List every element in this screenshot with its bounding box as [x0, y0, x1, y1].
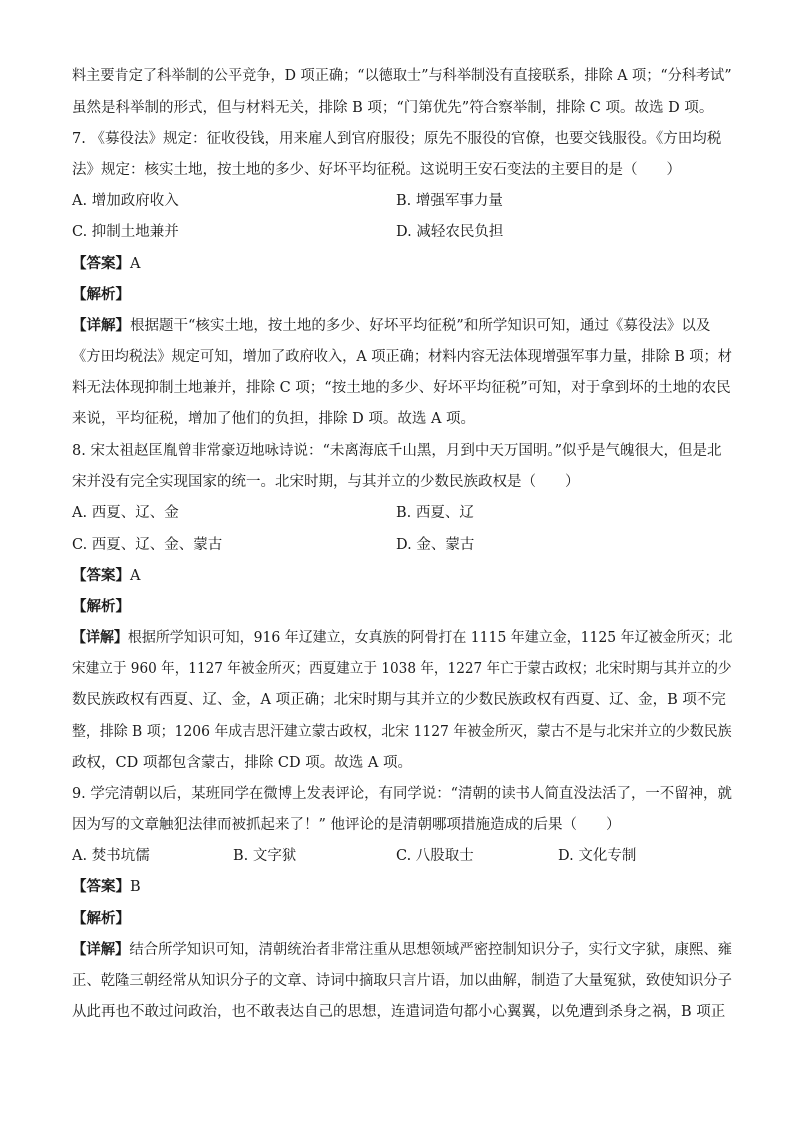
q9-analysis-tag: 【解析】 — [72, 911, 130, 927]
q8-detail-line-3: 数民族政权有西夏、辽、金，A 项正确；北宋时期与其并立的少数民族政权有西夏、辽、金，B 项不完 — [72, 692, 726, 708]
q7-detail-line-3: 料无法体现抑制土地兼并，排除 C 项；“按土地的多少、好坏平均征税”可知，对于拿到坏的土地的农民 — [72, 380, 731, 396]
q8-detail-line-5: 政权，CD 项都包含蒙古，排除 CD 项。故选 A 项。 — [72, 755, 412, 771]
q8-option-c: C. 西夏、辽、金、蒙古 — [72, 537, 223, 553]
q7-stem-line-1: 7. 《募役法》规定：征收役钱，用来雇人到官府服役；原先不服役的官僚，也要交钱服役。《方田均税 — [72, 131, 722, 147]
q6-analysis-line-2: 虽然是科举制的形式，但与材料无关，排除 B 项；“门第优先”符合察举制，排除 C 项。故选 D 项。 — [72, 100, 714, 116]
answer-tag: 【答案】 — [72, 879, 130, 895]
q9-answer — [72, 877, 141, 897]
q8-analysis-tag: 【解析】 — [72, 599, 130, 615]
q8-detail-line-4: 整，排除 B 项；1206 年成吉思汗建立蒙古政权，北宋 1127 年被金所灭，蒙古不是与北宋并立的少数民族 — [72, 724, 732, 740]
detail-tag: 【详解】 — [72, 630, 128, 646]
q8-detail-line-1: 【详解】根据所学知识可知，916 年辽建立，女真族的阿骨打在 1115 年建立金，1125 年辽被金所灭；北 — [72, 630, 733, 646]
q7-option-c: C. 抑制土地兼并 — [72, 224, 179, 240]
answer-value: A — [130, 568, 141, 584]
q8-option-d: D. 金、蒙古 — [396, 537, 475, 553]
q8-stem-line-2: 宋并没有完全实现国家的统一。北宋时期，与其并立的少数民族政权是（ ） — [72, 474, 580, 490]
q9-option-a: A. 焚书坑儒 — [72, 848, 150, 864]
q8-option-b: B. 西夏、辽 — [396, 505, 474, 521]
detail-tag: 【详解】 — [72, 318, 130, 334]
q9-option-c: C. 八股取士 — [396, 848, 474, 864]
q7-option-a: A. 增加政府收入 — [72, 193, 179, 209]
q7-detail-line-1: 【详解】根据题干“核实土地，按土地的多少、好坏平均征税”和所学知识可知，通过《募役法》以及 — [72, 318, 711, 334]
q8-answer — [72, 566, 140, 586]
q7-stem-line-2: 法》规定：核实土地，按土地的多少、好坏平均征税。这说明王安石变法的主要目的是（ ） — [72, 162, 681, 178]
q9-detail-line-2: 正、乾隆三朝经常从知识分子的文章、诗词中摘取只言片语，加以曲解，制造了大量冤狱，致使知识分子 — [72, 973, 732, 989]
q9-option-d: D. 文化专制 — [558, 848, 637, 864]
answer-tag: 【答案】 — [72, 568, 130, 584]
answer-value: A — [130, 256, 141, 272]
answer-tag: 【答案】 — [72, 256, 130, 272]
q7-answer — [72, 254, 140, 274]
q8-detail-line-2: 宋建立于 960 年，1127 年被金所灭；西夏建立于 1038 年，1227 年亡于蒙古政权；北宋时期与其并立的少 — [72, 661, 732, 677]
q7-detail-line-4: 来说，平均征税，增加了他们的负担，排除 D 项。故选 A 项。 — [72, 411, 476, 427]
q7-analysis-tag: 【解析】 — [72, 287, 130, 303]
q8-stem-line-1: 8. 宋太祖赵匡胤曾非常豪迈地咏诗说：“未离海底千山黑，月到中天万国明。”似乎是气魄很大，但是北 — [72, 443, 722, 459]
q6-analysis-line-1: 料主要肯定了科举制的公平竞争，D 项正确；“以德取士”与科举制没有直接联系，排除 A 项；“分科考试” — [72, 68, 732, 84]
q9-stem-line-2: 因为写的文章触犯法律而被抓起来了！” 他评论的是清朝哪项措施造成的后果（ ） — [72, 817, 621, 833]
q9-detail-line-3: 从此再也不敢过问政治，也不敢表达自己的思想，连遣词造句都小心翼翼，以免遭到杀身之祸，B 项正 — [72, 1004, 726, 1020]
q9-stem-line-1: 9. 学完清朝以后，某班同学在微博上发表评论，有同学说：“清朝的读书人简直没法活了，一不留神，就 — [72, 786, 732, 802]
q7-option-b: B. 增强军事力量 — [396, 193, 503, 209]
q9-detail-line-1: 【详解】结合所学知识可知，清朝统治者非常注重从思想领域严密控制知识分子，实行文字狱，康熙、雍 — [72, 942, 732, 958]
detail-tag: 【详解】 — [72, 942, 130, 958]
q7-detail-line-2: 《方田均税法》规定可知，增加了政府收入，A 项正确；材料内容无法体现增强军事力量，排除 B 项；材 — [72, 349, 732, 365]
answer-value: B — [130, 879, 141, 895]
q9-option-b: B. 文字狱 — [233, 848, 297, 864]
q8-option-a: A. 西夏、辽、金 — [72, 505, 179, 521]
q7-option-d: D. 减轻农民负担 — [396, 224, 504, 240]
